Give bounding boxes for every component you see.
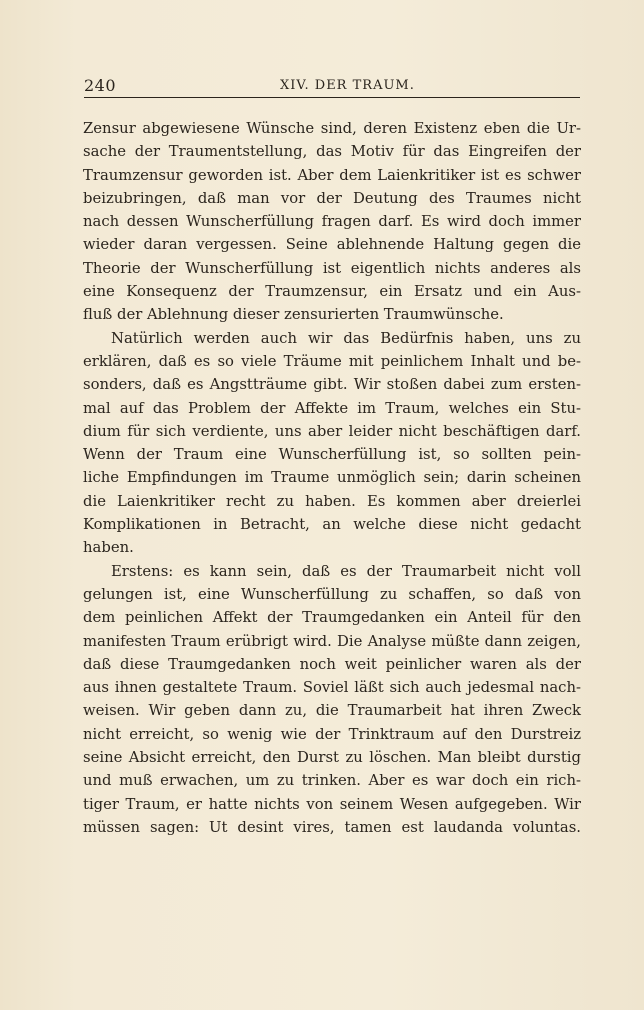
text-line: haben. xyxy=(83,539,134,557)
text-line: müssen sagen: Ut desint vires, tamen est laudanda voluntas. xyxy=(83,818,581,836)
text-line: nicht erreicht, so wenig wie der Trinktraum auf den Durstreiz xyxy=(83,725,581,743)
text-line: dem peinlichen Affekt der Traumgedanken ein Anteil für den xyxy=(83,609,581,627)
text-line: fluß der Ablehnung dieser zensurierten Traumwünsche. xyxy=(83,306,504,324)
page-number: 240 xyxy=(84,76,117,95)
text-line: seine Absicht erreicht, den Durst zu löschen. Man bleibt durstig xyxy=(83,749,581,767)
text-line: tiger Traum, er hatte nichts von seinem Wesen aufgegeben. Wir xyxy=(83,795,581,813)
page-header xyxy=(84,72,584,98)
body-text xyxy=(83,117,581,839)
text-line: die Laienkritiker recht zu haben. Es kommen aber dreierlei xyxy=(83,492,581,510)
text-line: sache der Traumentstellung, das Motiv für das Eingreifen der xyxy=(83,143,581,161)
text-line: eine Konsequenz der Traumzensur, ein Ersatz und ein Aus- xyxy=(83,283,581,301)
text-line: mal auf das Problem der Affekte im Traum, welches ein Stu- xyxy=(83,399,581,417)
text-line: Zensur abgewiesene Wünsche sind, deren Existenz eben die Ur- xyxy=(83,120,581,137)
text-line: nach dessen Wunscherfüllung fragen darf. Es wird doch immer xyxy=(83,213,581,231)
text-line: weisen. Wir geben dann zu, die Traumarbeit hat ihren Zweck xyxy=(83,702,581,720)
header-rule xyxy=(84,97,580,98)
text-line: wieder daran vergessen. Seine ablehnende Haltung gegen die xyxy=(83,236,581,254)
text-line: gelungen ist, eine Wunscherfüllung zu schaffen, so daß von xyxy=(83,585,581,603)
text-line: sonders, daß es Angstträume gibt. Wir stoßen dabei zum ersten- xyxy=(83,376,581,394)
text-line: Erstens: es kann sein, daß es der Traumarbeit nicht voll xyxy=(111,562,581,580)
text-line: Wenn der Traum eine Wunscherfüllung ist, so sollten pein- xyxy=(83,446,581,464)
text-line: Natürlich werden auch wir das Bedürfnis haben, uns zu xyxy=(111,329,581,347)
text-line: Theorie der Wunscherfüllung ist eigentlich nichts anderes als xyxy=(83,259,581,277)
text-line: dium für sich verdiente, uns aber leider nicht beschäftigen darf. xyxy=(83,422,581,440)
text-line: Komplikationen in Betracht, an welche diese nicht gedacht xyxy=(83,516,581,534)
text-line: Traumzensur geworden ist. Aber dem Laienkritiker ist es schwer xyxy=(83,166,581,184)
text-line: aus ihnen gestaltete Traum. Soviel läßt sich auch jedesmal nach- xyxy=(83,679,581,697)
text-line: beizubringen, daß man vor der Deutung des Traumes nicht xyxy=(83,189,581,207)
running-head: XIV. DER TRAUM. xyxy=(280,78,415,93)
text-line: erklären, daß es so viele Träume mit peinlichem Inhalt und be- xyxy=(83,352,581,370)
text-line: liche Empfindungen im Traume unmöglich sein; darin scheinen xyxy=(83,469,581,487)
text-line: und muß erwachen, um zu trinken. Aber es war doch ein rich- xyxy=(83,772,581,790)
text-line: manifesten Traum erübrigt wird. Die Analyse müßte dann zeigen, xyxy=(83,632,581,650)
text-line: daß diese Traumgedanken noch weit peinlicher waren als der xyxy=(83,655,581,673)
